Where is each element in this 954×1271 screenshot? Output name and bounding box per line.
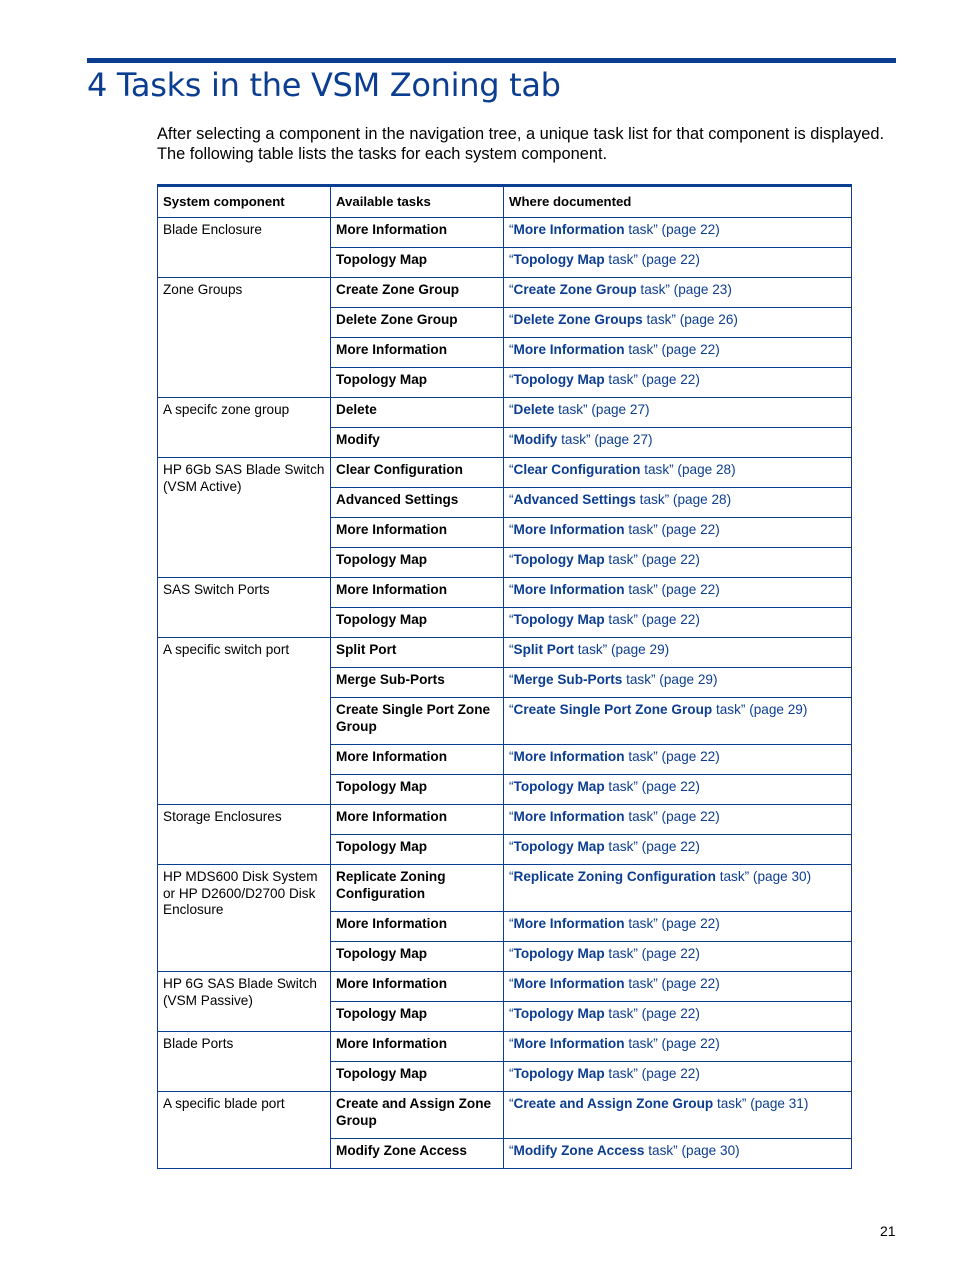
open-quote: “: [509, 869, 514, 884]
system-component-cell: HP MDS600 Disk System or HP D2600/D2700 Disk Enclosure: [158, 865, 331, 972]
available-task-cell: Merge Sub-Ports: [331, 668, 504, 698]
where-documented-cell[interactable]: [504, 1092, 852, 1139]
cross-reference-link[interactable]: Advanced Settings: [513, 492, 636, 507]
where-documented-cell[interactable]: [504, 518, 852, 548]
where-documented-cell[interactable]: [504, 865, 852, 912]
available-task-cell: More Information: [331, 518, 504, 548]
open-quote: “: [509, 702, 514, 717]
cross-reference-link[interactable]: More Information: [513, 976, 625, 991]
intro-paragraph: After selecting a component in the navigation tree, a unique task list for that component is displayed. The following table lists the tasks for each system component.: [157, 125, 885, 163]
cross-reference-link[interactable]: Merge Sub-Ports: [513, 672, 623, 687]
open-quote: “: [509, 642, 514, 657]
cross-reference-link[interactable]: Clear Configuration: [513, 462, 641, 477]
page-reference[interactable]: task” (page 22): [604, 946, 700, 961]
table-row: [158, 1032, 852, 1062]
open-quote: “: [509, 1036, 514, 1051]
system-component-cell: SAS Switch Ports: [158, 578, 331, 638]
cross-reference-link[interactable]: More Information: [513, 1036, 625, 1051]
open-quote: “: [509, 1143, 514, 1158]
cross-reference-link[interactable]: Modify Zone Access: [513, 1143, 645, 1158]
where-documented-cell[interactable]: [504, 488, 852, 518]
where-documented-cell[interactable]: [504, 548, 852, 578]
page-reference[interactable]: task” (page 22): [624, 342, 720, 357]
page-reference[interactable]: task” (page 22): [624, 222, 720, 237]
where-documented-cell[interactable]: [504, 1139, 852, 1169]
open-quote: “: [509, 342, 514, 357]
table-row: [158, 458, 852, 488]
table-row: [158, 578, 852, 608]
where-documented-cell[interactable]: [504, 308, 852, 338]
open-quote: “: [509, 492, 514, 507]
cross-reference-link[interactable]: More Information: [513, 916, 625, 931]
open-quote: “: [509, 222, 514, 237]
cross-reference-link[interactable]: Delete: [513, 402, 555, 417]
page-reference[interactable]: task” (page 22): [604, 779, 700, 794]
open-quote: “: [509, 312, 514, 327]
header-system-component: System component: [158, 186, 331, 218]
where-documented-cell[interactable]: [504, 368, 852, 398]
page-reference[interactable]: task” (page 31): [713, 1096, 809, 1111]
table-header-row: [158, 186, 852, 218]
cross-reference-link[interactable]: Create and Assign Zone Group: [513, 1096, 714, 1111]
available-task-cell: More Information: [331, 1032, 504, 1062]
open-quote: “: [509, 1066, 514, 1081]
available-task-cell: More Information: [331, 578, 504, 608]
system-component-cell: Storage Enclosures: [158, 805, 331, 865]
available-task-cell: More Information: [331, 218, 504, 248]
page-reference[interactable]: task” (page 22): [624, 809, 720, 824]
where-documented-cell[interactable]: [504, 248, 852, 278]
page-reference[interactable]: task” (page 23): [636, 282, 732, 297]
where-documented-cell[interactable]: [504, 942, 852, 972]
cross-reference-link[interactable]: More Information: [513, 342, 625, 357]
available-task-cell: Advanced Settings: [331, 488, 504, 518]
system-component-cell: A specific blade port: [158, 1092, 331, 1169]
cross-reference-link[interactable]: More Information: [513, 582, 625, 597]
open-quote: “: [509, 612, 514, 627]
system-component-cell: Zone Groups: [158, 278, 331, 398]
page-reference[interactable]: task” (page 26): [642, 312, 738, 327]
header-where-documented: Where documented: [504, 186, 852, 218]
available-task-cell: Topology Map: [331, 942, 504, 972]
page-reference[interactable]: task” (page 22): [604, 839, 700, 854]
title-rule: [87, 58, 896, 63]
open-quote: “: [509, 282, 514, 297]
open-quote: “: [509, 1006, 514, 1021]
system-component-cell: Blade Enclosure: [158, 218, 331, 278]
table-row: [158, 398, 852, 428]
cross-reference-link[interactable]: Topology Map: [513, 779, 605, 794]
open-quote: “: [509, 749, 514, 764]
where-documented-cell[interactable]: [504, 835, 852, 865]
table-row: [158, 972, 852, 1002]
page-reference[interactable]: task” (page 28): [635, 492, 732, 507]
open-quote: “: [509, 462, 514, 477]
page-reference[interactable]: task” (page 22): [604, 252, 700, 267]
available-task-cell: More Information: [331, 912, 504, 942]
cross-reference-link[interactable]: Topology Map: [513, 1066, 605, 1081]
where-documented-cell[interactable]: [504, 278, 852, 308]
system-component-cell: A specifc zone group: [158, 398, 331, 458]
where-documented-cell[interactable]: [504, 745, 852, 775]
cross-reference-link[interactable]: Modify: [513, 432, 558, 447]
page-reference[interactable]: task” (page 22): [604, 612, 700, 627]
cross-reference-link[interactable]: More Information: [513, 522, 625, 537]
table-row: [158, 218, 852, 248]
page-reference[interactable]: task” (page 22): [624, 582, 720, 597]
table-row: [158, 638, 852, 668]
where-documented-cell[interactable]: [504, 428, 852, 458]
system-component-cell: HP 6Gb SAS Blade Switch (VSM Active): [158, 458, 331, 578]
page-reference[interactable]: task” (page 22): [624, 522, 720, 537]
available-task-cell: Split Port: [331, 638, 504, 668]
available-task-cell: Delete: [331, 398, 504, 428]
available-task-cell: More Information: [331, 338, 504, 368]
page-reference[interactable]: task” (page 27): [554, 402, 650, 417]
where-documented-cell[interactable]: [504, 218, 852, 248]
table-row: [158, 805, 852, 835]
open-quote: “: [509, 1096, 514, 1111]
open-quote: “: [509, 432, 514, 447]
where-documented-cell[interactable]: [504, 912, 852, 942]
open-quote: “: [509, 839, 514, 854]
available-task-cell: Topology Map: [331, 368, 504, 398]
available-task-cell: More Information: [331, 972, 504, 1002]
cross-reference-link[interactable]: Topology Map: [513, 946, 605, 961]
open-quote: “: [509, 522, 514, 537]
available-task-cell: Topology Map: [331, 775, 504, 805]
table-body: [158, 218, 852, 1169]
page-reference[interactable]: task” (page 30): [644, 1143, 740, 1158]
cross-reference-link[interactable]: Topology Map: [513, 1006, 605, 1021]
available-task-cell: Create and Assign Zone Group: [331, 1092, 504, 1139]
open-quote: “: [509, 582, 514, 597]
available-task-cell: Create Zone Group: [331, 278, 504, 308]
cross-reference-link[interactable]: More Information: [513, 809, 625, 824]
system-component-cell: HP 6G SAS Blade Switch (VSM Passive): [158, 972, 331, 1032]
where-documented-cell[interactable]: [504, 608, 852, 638]
where-documented-cell[interactable]: [504, 668, 852, 698]
open-quote: “: [509, 916, 514, 931]
available-task-cell: Create Single Port Zone Group: [331, 698, 504, 745]
where-documented-cell[interactable]: [504, 775, 852, 805]
system-component-cell: A specific switch port: [158, 638, 331, 805]
available-task-cell: Replicate Zoning Configuration: [331, 865, 504, 912]
page-reference[interactable]: task” (page 22): [604, 1006, 700, 1021]
page-reference[interactable]: task” (page 22): [604, 1066, 700, 1081]
page-reference[interactable]: task” (page 22): [624, 916, 720, 931]
open-quote: “: [509, 372, 514, 387]
open-quote: “: [509, 252, 514, 267]
where-documented-cell[interactable]: [504, 1002, 852, 1032]
where-documented-cell[interactable]: [504, 338, 852, 368]
tasks-table: [157, 184, 852, 1169]
where-documented-cell[interactable]: [504, 1062, 852, 1092]
available-task-cell: Topology Map: [331, 608, 504, 638]
where-documented-cell[interactable]: [504, 1032, 852, 1062]
available-task-cell: Delete Zone Group: [331, 308, 504, 338]
open-quote: “: [509, 672, 514, 687]
cross-reference-link[interactable]: Topology Map: [513, 252, 605, 267]
cross-reference-link[interactable]: Replicate Zoning Configuration: [513, 869, 716, 884]
cross-reference-link[interactable]: Create Zone Group: [513, 282, 637, 297]
available-task-cell: Topology Map: [331, 1062, 504, 1092]
where-documented-cell[interactable]: [504, 398, 852, 428]
page-reference[interactable]: task” (page 30): [715, 869, 812, 884]
page-title: 4 Tasks in the VSM Zoning tab: [87, 66, 561, 104]
page-reference[interactable]: task” (page 22): [624, 976, 720, 991]
open-quote: “: [509, 976, 514, 991]
page-reference[interactable]: task” (page 22): [604, 552, 700, 567]
where-documented-cell[interactable]: [504, 698, 852, 745]
page-reference[interactable]: task” (page 22): [604, 372, 700, 387]
page-number: 21: [880, 1223, 896, 1239]
page-reference[interactable]: task” (page 29): [622, 672, 718, 687]
open-quote: “: [509, 809, 514, 824]
cross-reference-link[interactable]: Topology Map: [513, 372, 605, 387]
cross-reference-link[interactable]: More Information: [513, 749, 625, 764]
header-available-tasks: Available tasks: [331, 186, 504, 218]
cross-reference-link[interactable]: Delete Zone Groups: [513, 312, 643, 327]
page-reference[interactable]: task” (page 27): [557, 432, 653, 447]
cross-reference-link[interactable]: Split Port: [513, 642, 574, 657]
where-documented-cell[interactable]: [504, 805, 852, 835]
page-reference[interactable]: task” (page 29): [712, 702, 808, 717]
open-quote: “: [509, 552, 514, 567]
where-documented-cell[interactable]: [504, 638, 852, 668]
table-row: [158, 278, 852, 308]
open-quote: “: [509, 402, 514, 417]
cross-reference-link[interactable]: Topology Map: [513, 839, 605, 854]
where-documented-cell[interactable]: [504, 972, 852, 1002]
cross-reference-link[interactable]: Create Single Port Zone Group: [513, 702, 713, 717]
cross-reference-link[interactable]: Topology Map: [513, 552, 605, 567]
system-component-cell: Blade Ports: [158, 1032, 331, 1092]
table-row: [158, 1092, 852, 1139]
available-task-cell: More Information: [331, 805, 504, 835]
where-documented-cell[interactable]: [504, 458, 852, 488]
table-row: [158, 865, 852, 912]
open-quote: “: [509, 946, 514, 961]
cross-reference-link[interactable]: Topology Map: [513, 612, 605, 627]
page-reference[interactable]: task” (page 22): [624, 1036, 720, 1051]
page-reference[interactable]: task” (page 29): [573, 642, 670, 657]
available-task-cell: Topology Map: [331, 248, 504, 278]
where-documented-cell[interactable]: [504, 578, 852, 608]
available-task-cell: Clear Configuration: [331, 458, 504, 488]
page-reference[interactable]: task” (page 22): [624, 749, 720, 764]
available-task-cell: Topology Map: [331, 548, 504, 578]
cross-reference-link[interactable]: More Information: [513, 222, 625, 237]
open-quote: “: [509, 779, 514, 794]
available-task-cell: Modify Zone Access: [331, 1139, 504, 1169]
available-task-cell: More Information: [331, 745, 504, 775]
page-reference[interactable]: task” (page 28): [640, 462, 736, 477]
available-task-cell: Topology Map: [331, 1002, 504, 1032]
available-task-cell: Modify: [331, 428, 504, 458]
available-task-cell: Topology Map: [331, 835, 504, 865]
